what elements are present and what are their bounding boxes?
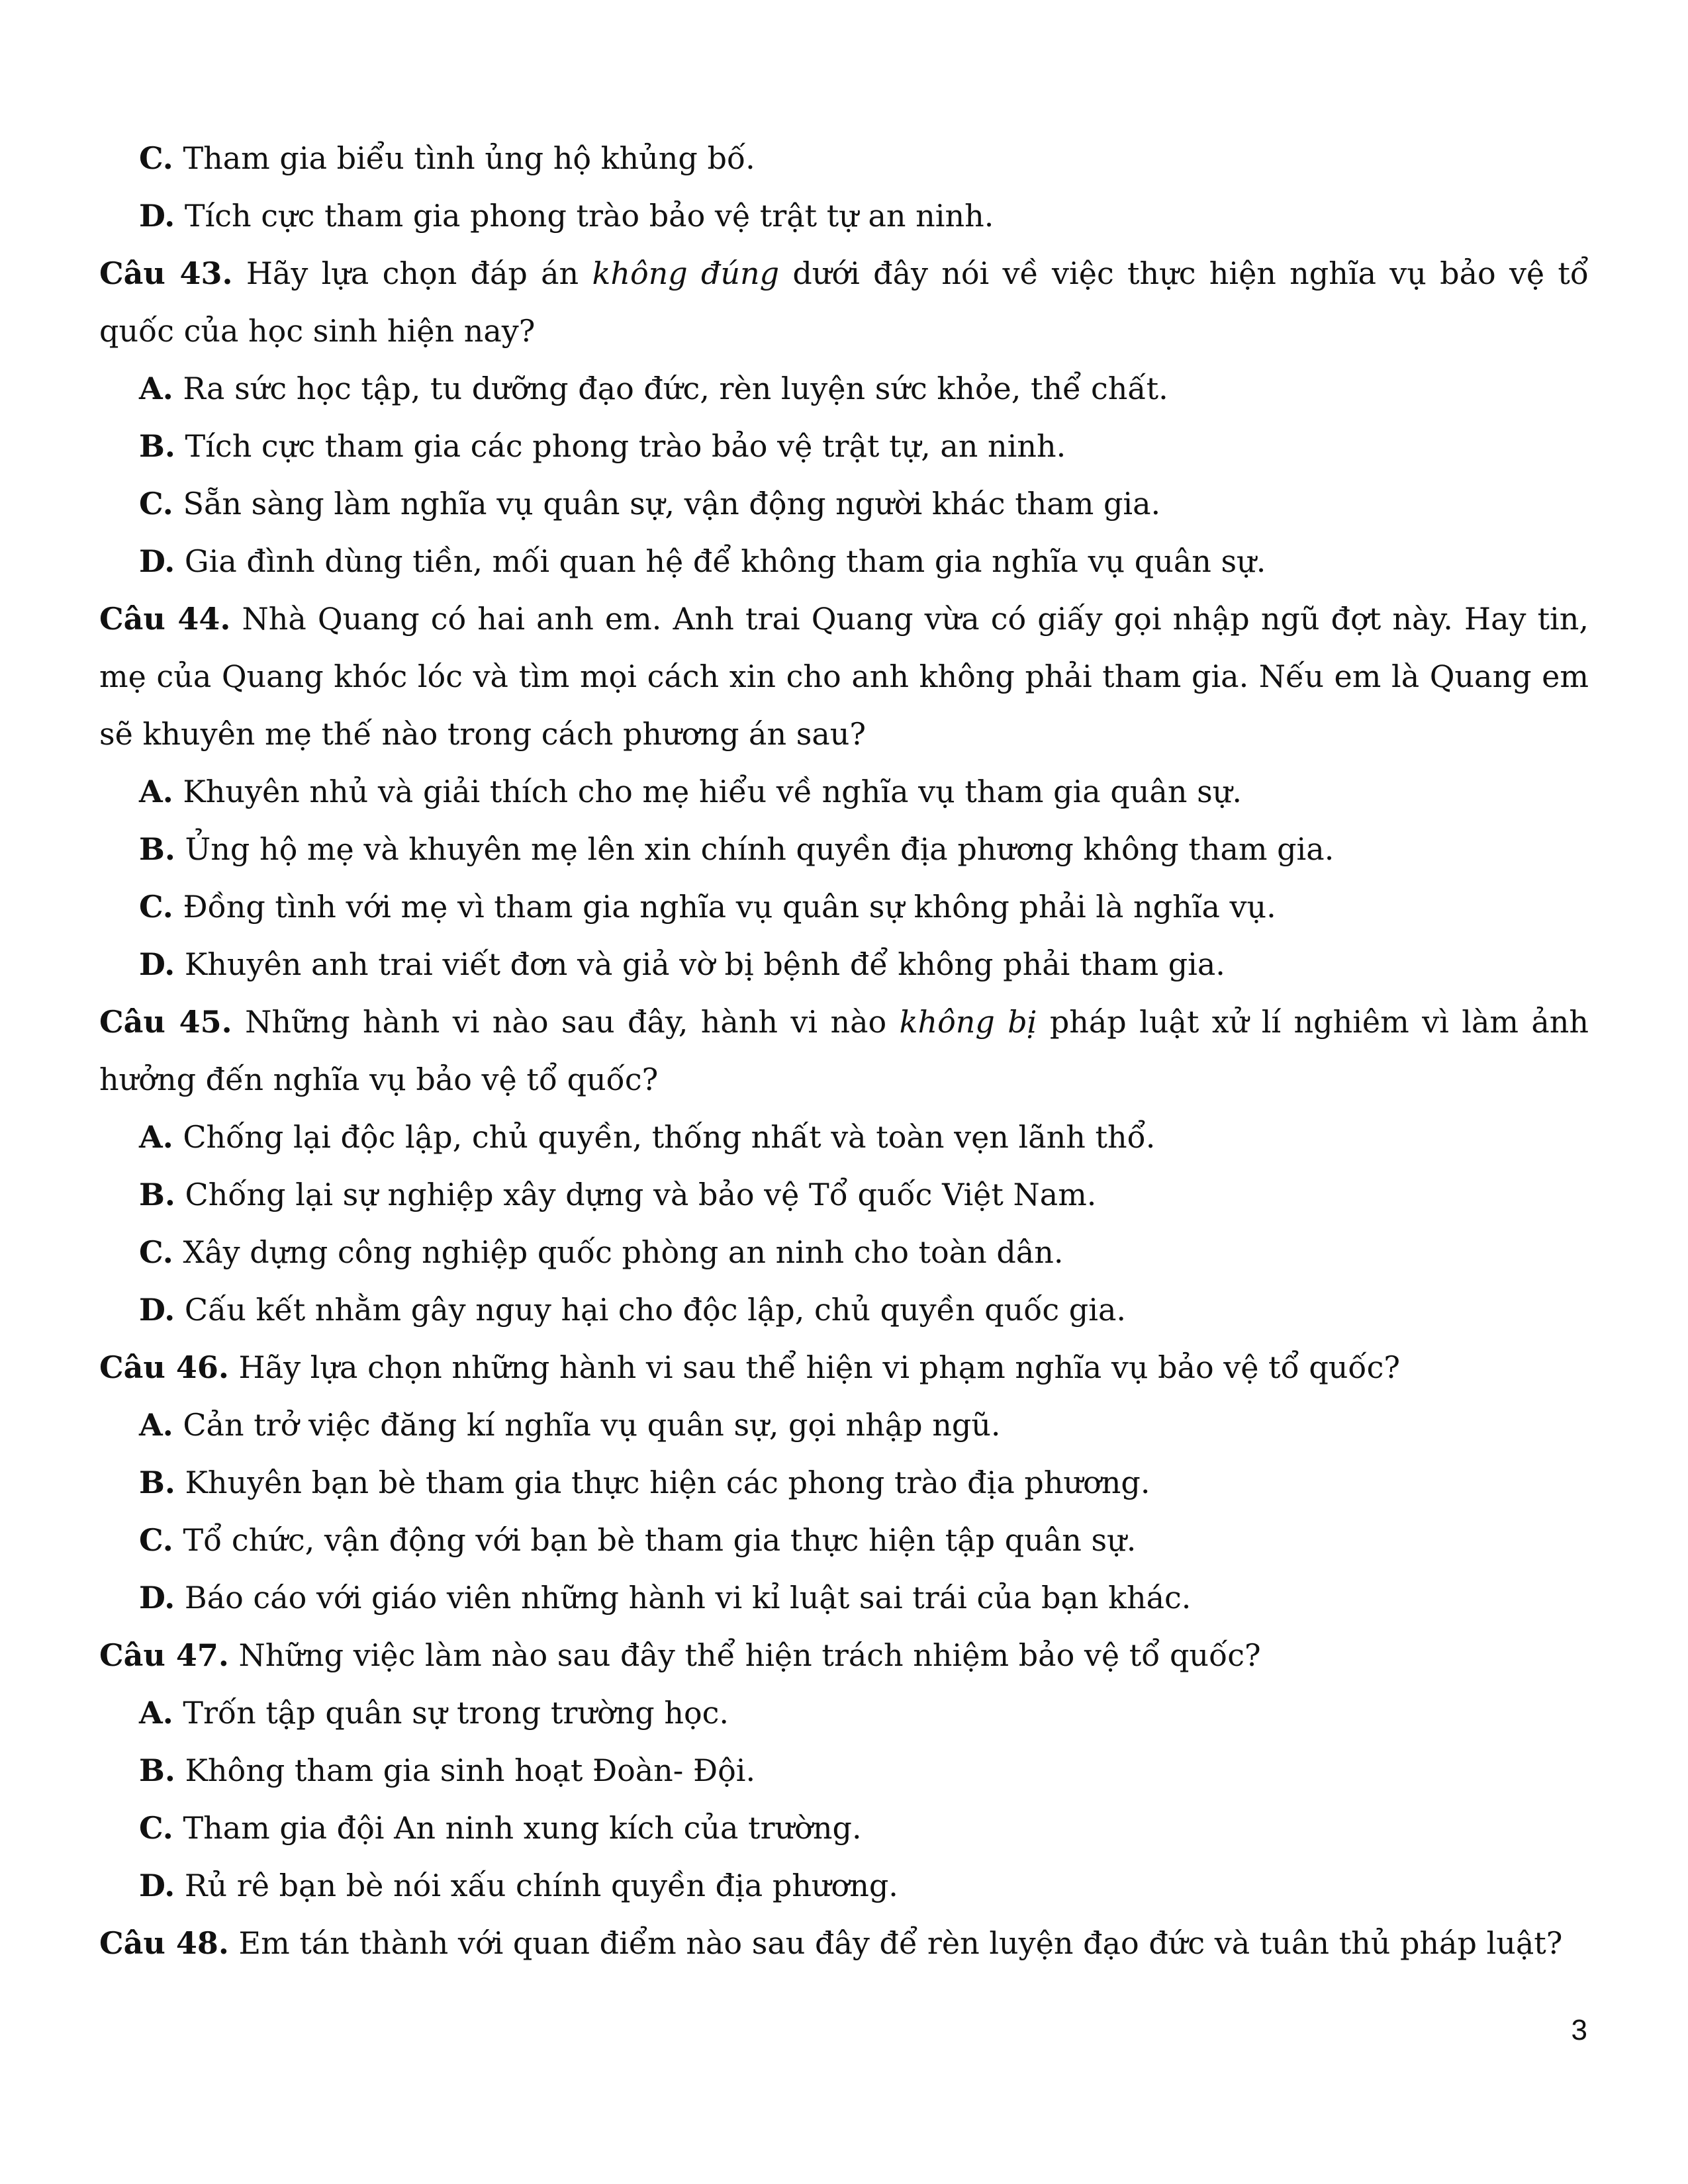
option-label: D. — [139, 198, 175, 234]
q45-option-a — [99, 1109, 1589, 1166]
option-text: Cấu kết nhằm gây nguy hại cho độc lập, chủ quyền quốc gia. — [184, 1292, 1127, 1328]
q45-option-b — [99, 1166, 1589, 1224]
option-label: D. — [139, 1868, 175, 1903]
option-text: Tổ chức, vận động với bạn bè tham gia thực hiện tập quân sự. — [183, 1522, 1137, 1558]
option-label: A. — [139, 1407, 173, 1443]
question-text: Những việc làm nào sau đây thể hiện trách nhiệm bảo vệ tổ quốc? — [238, 1637, 1261, 1673]
option-c-prev — [99, 130, 1589, 187]
q47-option-b — [99, 1742, 1589, 1799]
option-label: C. — [139, 889, 173, 925]
option-label: D. — [139, 946, 175, 982]
q43-option-b — [99, 418, 1589, 475]
document-page — [99, 130, 1589, 1972]
option-label: B. — [139, 1465, 175, 1500]
option-label: D. — [139, 543, 175, 579]
option-label: B. — [139, 1752, 175, 1788]
q44-option-a — [99, 763, 1589, 821]
question-48 — [99, 1915, 1589, 1972]
option-label: C. — [139, 486, 173, 522]
q44-option-d — [99, 936, 1589, 993]
option-text: Sẵn sàng làm nghĩa vụ quân sự, vận động người khác tham gia. — [183, 486, 1161, 522]
question-45 — [99, 993, 1589, 1109]
option-label: D. — [139, 1580, 175, 1615]
question-text: Hãy lựa chọn những hành vi sau thể hiện vi phạm nghĩa vụ bảo vệ tổ quốc? — [238, 1349, 1400, 1385]
option-label: A. — [139, 1119, 173, 1155]
q46-option-c — [99, 1512, 1589, 1569]
option-label: A. — [139, 371, 173, 406]
option-text: Khuyên nhủ và giải thích cho mẹ hiểu về nghĩa vụ tham gia quân sự. — [183, 774, 1242, 809]
option-label: C. — [139, 140, 173, 176]
option-text: Gia đình dùng tiền, mối quan hệ để không tham gia nghĩa vụ quân sự. — [184, 543, 1266, 579]
option-d-prev — [99, 187, 1589, 245]
question-label: Câu 48. — [99, 1925, 229, 1961]
q43-option-d — [99, 533, 1589, 590]
question-text: pháp luật xử lí nghiêm vì làm ảnh hưởng đến nghĩa vụ bảo vệ tổ quốc? — [99, 1004, 1589, 1097]
page-number: 3 — [1571, 2014, 1587, 2046]
question-text: Em tán thành với quan điểm nào sau đây để rèn luyện đạo đức và tuân thủ pháp luật? — [238, 1925, 1563, 1961]
option-label: A. — [139, 1695, 173, 1731]
question-47 — [99, 1627, 1589, 1684]
option-text: Tham gia đội An ninh xung kích của trường. — [183, 1810, 862, 1846]
q44-option-b — [99, 821, 1589, 878]
question-emphasis: không bị — [899, 1004, 1037, 1040]
option-text: Cản trở việc đăng kí nghĩa vụ quân sự, gọi nhập ngũ. — [183, 1407, 1001, 1443]
q47-option-a — [99, 1684, 1589, 1742]
question-text: dưới đây nói về việc thực hiện nghĩa vụ bảo vệ tổ quốc của học sinh hiện nay? — [99, 255, 1589, 349]
q43-option-c — [99, 475, 1589, 533]
question-46 — [99, 1339, 1589, 1396]
question-44 — [99, 590, 1589, 763]
option-text: Tích cực tham gia các phong trào bảo vệ trật tự, an ninh. — [185, 428, 1066, 464]
option-label: A. — [139, 774, 173, 809]
option-text: Xây dựng công nghiệp quốc phòng an ninh cho toàn dân. — [183, 1234, 1064, 1270]
question-label: Câu 47. — [99, 1637, 229, 1673]
option-text: Không tham gia sinh hoạt Đoàn- Đội. — [185, 1752, 756, 1788]
q44-option-c — [99, 878, 1589, 936]
q47-option-d — [99, 1857, 1589, 1915]
question-label: Câu 45. — [99, 1004, 232, 1040]
option-label: C. — [139, 1522, 173, 1558]
option-text: Trốn tập quân sự trong trường học. — [183, 1695, 729, 1731]
option-text: Đồng tình với mẹ vì tham gia nghĩa vụ quân sự không phải là nghĩa vụ. — [183, 889, 1276, 925]
q47-option-c — [99, 1799, 1589, 1857]
question-label: Câu 43. — [99, 255, 233, 291]
option-text: Rủ rê bạn bè nói xấu chính quyền địa phương. — [184, 1868, 898, 1903]
option-label: C. — [139, 1234, 173, 1270]
option-label: C. — [139, 1810, 173, 1846]
question-text: Những hành vi nào sau đây, hành vi nào — [245, 1004, 887, 1040]
question-label: Câu 44. — [99, 601, 231, 637]
option-text: Chống lại sự nghiệp xây dựng và bảo vệ Tổ quốc Việt Nam. — [185, 1177, 1097, 1212]
option-text: Báo cáo với giáo viên những hành vi kỉ luật sai trái của bạn khác. — [184, 1580, 1192, 1615]
option-text: Khuyên anh trai viết đơn và giả vờ bị bệnh để không phải tham gia. — [184, 946, 1225, 982]
question-emphasis: không đúng — [592, 255, 780, 291]
q46-option-b — [99, 1454, 1589, 1512]
question-label: Câu 46. — [99, 1349, 229, 1385]
option-text: Ra sức học tập, tu dưỡng đạo đức, rèn luyện sức khỏe, thể chất. — [183, 371, 1168, 406]
question-43 — [99, 245, 1589, 360]
option-label: B. — [139, 428, 175, 464]
option-label: B. — [139, 831, 175, 867]
option-label: D. — [139, 1292, 175, 1328]
q45-option-d — [99, 1281, 1589, 1339]
q46-option-a — [99, 1396, 1589, 1454]
q43-option-a — [99, 360, 1589, 418]
option-text: Tham gia biểu tình ủng hộ khủng bố. — [183, 140, 755, 176]
option-text: Khuyên bạn bè tham gia thực hiện các phong trào địa phương. — [185, 1465, 1150, 1500]
question-text: Hãy lựa chọn đáp án — [246, 255, 579, 291]
q45-option-c — [99, 1224, 1589, 1281]
option-text: Tích cực tham gia phong trào bảo vệ trật tự an ninh. — [184, 198, 994, 234]
option-label: B. — [139, 1177, 175, 1212]
option-text: Chống lại độc lập, chủ quyền, thống nhất và toàn vẹn lãnh thổ. — [183, 1119, 1156, 1155]
option-text: Ủng hộ mẹ và khuyên mẹ lên xin chính quyền địa phương không tham gia. — [185, 831, 1335, 867]
question-text: Nhà Quang có hai anh em. Anh trai Quang vừa có giấy gọi nhập ngũ đợt này. Hay tin, mẹ của Quang khóc lóc và tìm mọi cách xin cho anh không phải tham gia. Nếu em là Quang em sẽ khuyên mẹ thế nào trong cách phương án sau? — [99, 601, 1589, 752]
q46-option-d — [99, 1569, 1589, 1627]
